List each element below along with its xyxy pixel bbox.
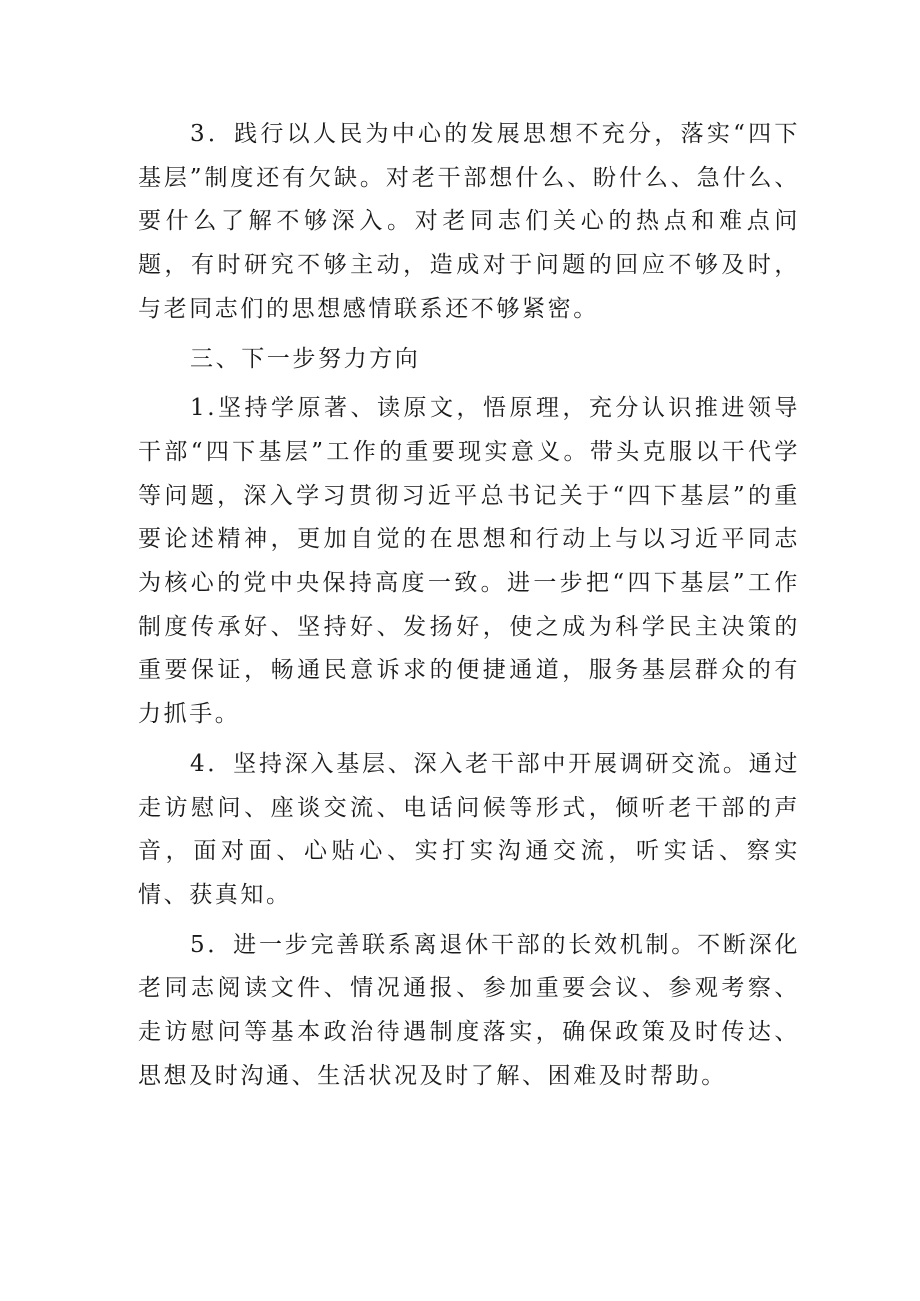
section-heading-next-steps: 三、下一步努力方向 — [190, 345, 421, 372]
paragraph-item-4: 4．坚持深入基层、深入老干部中开展调研交流。通过走访慰问、座谈交流、电话问候等形式，倾听老干部的声音，面对面、心贴心、实打实沟通交流，听实话、察实情、获真知。 — [138, 750, 800, 908]
paragraph-item-1: 1.坚持学原著、读原文，悟原理，充分认识推进领导干部“四下基层”工作的重要现实意义。带头克服以干代学等问题，深入学习贯彻习近平总书记关于“四下基层”的重要论述精神，更加自觉的在思想和行动上与以习近平同志为核心的党中央保持高度一致。进一步把“四下基层”工作制度传承好、坚持好、发扬好，使之成为科学民主决策的重要保证，畅通民意诉求的便捷通道，服务基层群众的有力抓手。 — [138, 395, 800, 728]
paragraph-item-5: 5．进一步完善联系离退休干部的长效机制。不断深化老同志阅读文件、情况通报、参加重要会议、参观考察、走访慰问等基本政治待遇制度落实，确保政策及时传达、思想及时沟通、生活状况及时了解、困难及时帮助。 — [138, 931, 800, 1089]
paragraph-item-3: 3．践行以人民为中心的发展思想不充分，落实“四下基层”制度还有欠缺。对老干部想什么、盼什么、急什么、要什么了解不够深入。对老同志们关心的热点和难点问题，有时研究不够主动，造成对于问题的回应不够及时，与老同志们的思想感情联系还不够紧密。 — [138, 121, 800, 322]
document-body — [138, 113, 800, 1104]
